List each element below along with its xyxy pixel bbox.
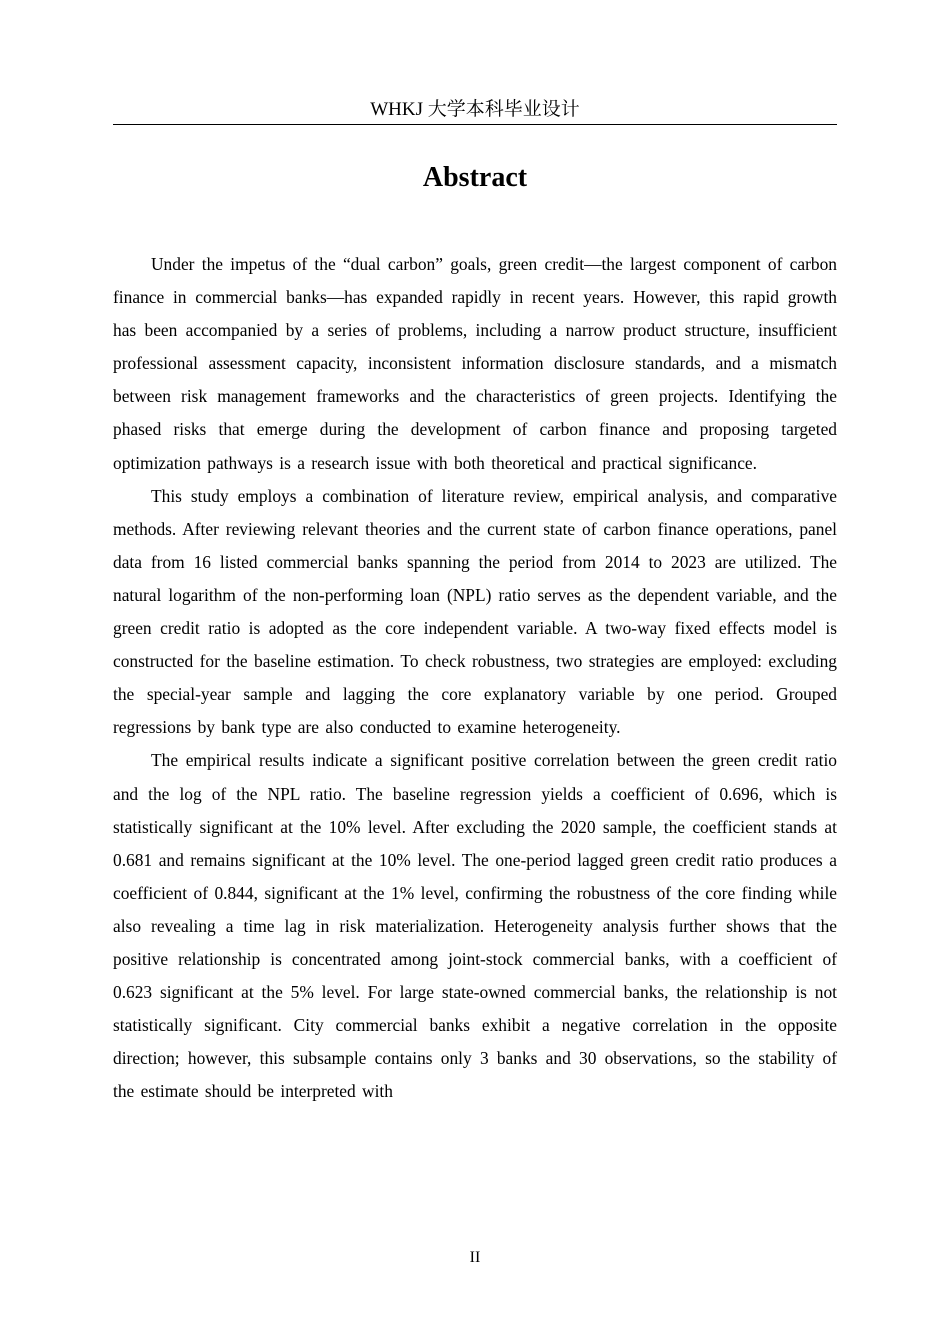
header-divider xyxy=(113,124,837,125)
abstract-paragraph-3: The empirical results indicate a significant positive correlation between the green credit ratio and the log of the NPL ratio. The baseline regression yields a coefficient of 0.696, which is statistically significant at the 10% level. After excluding the 2020 sample, the coefficient stands at 0.681 and remains significant at the 10% level. The one-period lagged green credit ratio produces a coefficient of 0.844, significant at the 1% level, confirming the robustness of the core finding while also revealing a time lag in risk materialization. Heterogeneity analysis further shows that the positive relationship is concentrated among joint-stock commercial banks, with a coefficient of 0.623 significant at the 5% level. For large state-owned commercial banks, the relationship is not statistically significant. City commercial banks exhibit a negative correlation in the opposite direction; however, this subsample contains only 3 banks and 30 observations, so the stability of the estimate should be interpreted with xyxy=(113,750,837,1102)
page-title: Abstract xyxy=(422,162,528,193)
page-number: II xyxy=(469,1249,481,1266)
abstract-body xyxy=(113,248,837,1108)
abstract-paragraph-2: This study employs a combination of literature review, empirical analysis, and comparative methods. After reviewing relevant theories and the current state of carbon finance operations, panel data from 16 listed commercial banks spanning the period from 2014 to 2023 are utilized. The natural logarithm of the non-performing loan (NPL) ratio serves as the dependent variable, and the green credit ratio is adopted as the core independent variable. A two-way fixed effects model is constructed for the baseline estimation. To check robustness, two strategies are employed: excluding the special-year sample and lagging the core explanatory variable by one period. Grouped regressions by bank type are also conducted to examine heterogeneity. xyxy=(113,485,837,738)
abstract-paragraph-1: Under the impetus of the “dual carbon” goals, green credit—the largest component of carbon finance in commercial banks—has expanded rapidly in recent years. However, this rapid growth has been accompanied by a series of problems, including a narrow product structure, insufficient professional assessment capacity, inconsistent information disclosure standards, and a mismatch between risk management frameworks and the characteristics of green projects. Identifying the phased risks that emerge during the development of carbon finance and proposing targeted optimization pathways is a research issue with both theoretical and practical significance. xyxy=(113,254,837,473)
running-header: WHKJ 大学本科毕业设计 xyxy=(370,99,580,120)
